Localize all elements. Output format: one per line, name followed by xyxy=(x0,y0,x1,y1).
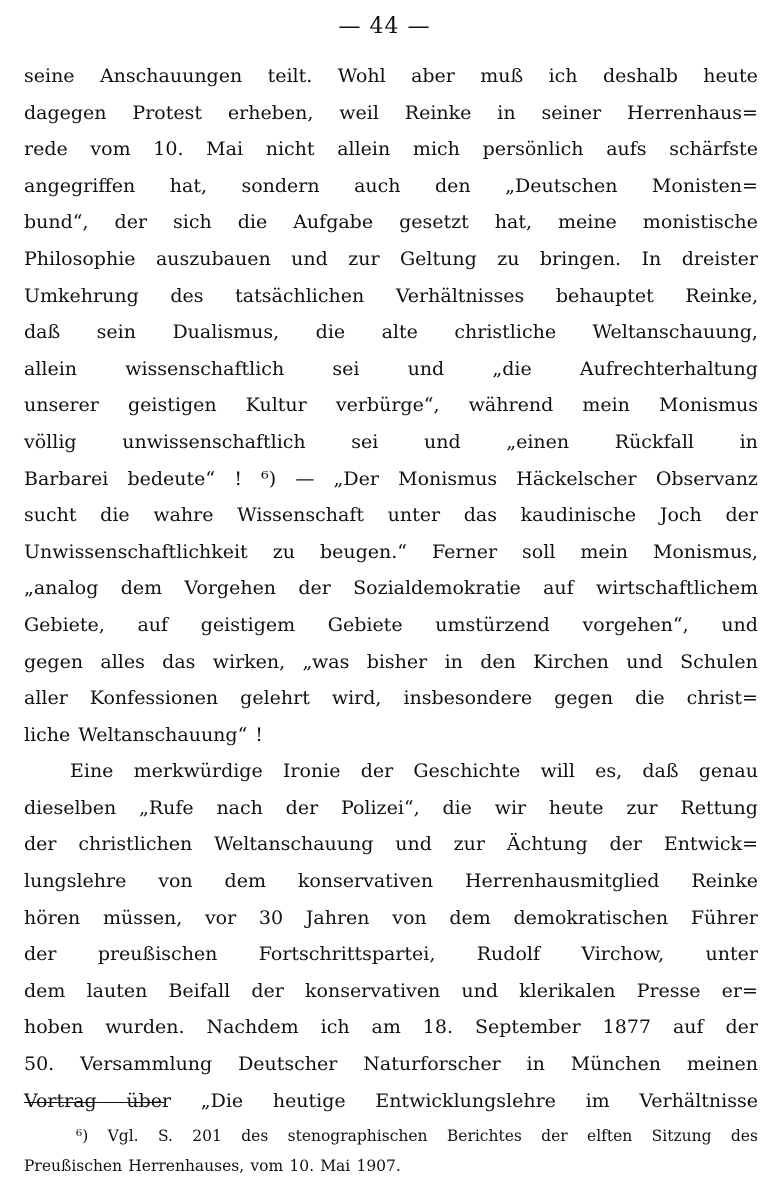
text-line: Umkehrung des tatsächlichen Verhältnisses behauptet Reinke, xyxy=(24,284,758,307)
text-line: Vortrag über „Die heutige Entwicklungslehre im Verhältnisse xyxy=(24,1089,758,1112)
text-line: dem lauten Beifall der konservativen und klerikalen Presse er= xyxy=(24,979,758,1002)
text-line: daß sein Dualismus, die alte christliche Weltanschauung, xyxy=(24,321,758,344)
text-line: liche Weltanschauung“ ! xyxy=(24,723,263,746)
text-line: Barbarei bedeute“ ! ⁶) — „Der Monismus Häckelscher Observanz xyxy=(24,467,758,490)
footnote-divider xyxy=(24,1102,164,1103)
text-line: seine Anschauungen teilt. Wohl aber muß ich deshalb heute xyxy=(24,65,758,87)
body-text xyxy=(24,58,758,1119)
text-line: hören müssen, vor 30 Jahren von dem demokratischen Führer xyxy=(24,906,758,929)
text-line: der christlichen Weltanschauung und zur Ächtung der Entwick= xyxy=(24,833,758,856)
text-line: völlig unwissenschaftlich sei und „einen Rückfall in xyxy=(24,430,758,453)
text-line: dagegen Protest erheben, weil Reinke in seiner Herrenhaus= xyxy=(24,101,758,124)
text-line: dieselben „Rufe nach der Polizei“, die wir heute zur Rettung xyxy=(24,796,758,819)
text-line: 50. Versammlung Deutscher Naturforscher in München meinen xyxy=(24,1053,758,1076)
text-line: „analog dem Vorgehen der Sozialdemokratie auf wirtschaftlichem xyxy=(24,577,758,600)
text-line: angegriffen hat, sondern auch den „Deutschen Monisten= xyxy=(24,174,758,197)
page-number: — 44 — xyxy=(338,14,431,39)
text-line: gegen alles das wirken, „was bisher in den Kirchen und Schulen xyxy=(24,650,758,673)
text-line: aller Konfessionen gelehrt wird, insbesondere gegen die christ= xyxy=(24,687,758,710)
footnotes xyxy=(24,1121,758,1181)
text-line: bund“, der sich die Aufgabe gesetzt hat, meine monistische xyxy=(24,211,758,234)
text-line: allein wissenschaftlich sei und „die Aufrechterhaltung xyxy=(24,357,758,380)
footnote-line: Preußischen Herrenhauses, vom 10. Mai 1907. xyxy=(24,1157,401,1175)
text-line: Gebiete, auf geistigem Gebiete umstürzend vorgehen“, und xyxy=(24,613,758,636)
text-line: Unwissenschaftlichkeit zu beugen.“ Ferner soll mein Monismus, xyxy=(24,540,758,563)
text-line: lungslehre von dem konservativen Herrenhausmitglied Reinke xyxy=(24,870,758,893)
text-line: Philosophie auszubauen und zur Geltung zu bringen. In dreister xyxy=(24,247,758,270)
text-line: der preußischen Fortschrittspartei, Rudolf Virchow, unter xyxy=(24,943,758,966)
text-line: sucht die wahre Wissenschaft unter das kaudinische Joch der xyxy=(24,504,758,527)
text-line: hoben wurden. Nachdem ich am 18. September 1877 auf der xyxy=(24,1016,758,1039)
footnote-line: ⁶) Vgl. S. 201 des stenographischen Berichtes der elften Sitzung des xyxy=(76,1127,758,1145)
paragraph-start-line: Eine merkwürdige Ironie der Geschichte will es, daß genau xyxy=(70,760,758,783)
text-line: unserer geistigen Kultur verbürge“, während mein Monismus xyxy=(24,394,758,417)
text-line: rede vom 10. Mai nicht allein mich persönlich aufs schärfste xyxy=(24,138,758,161)
